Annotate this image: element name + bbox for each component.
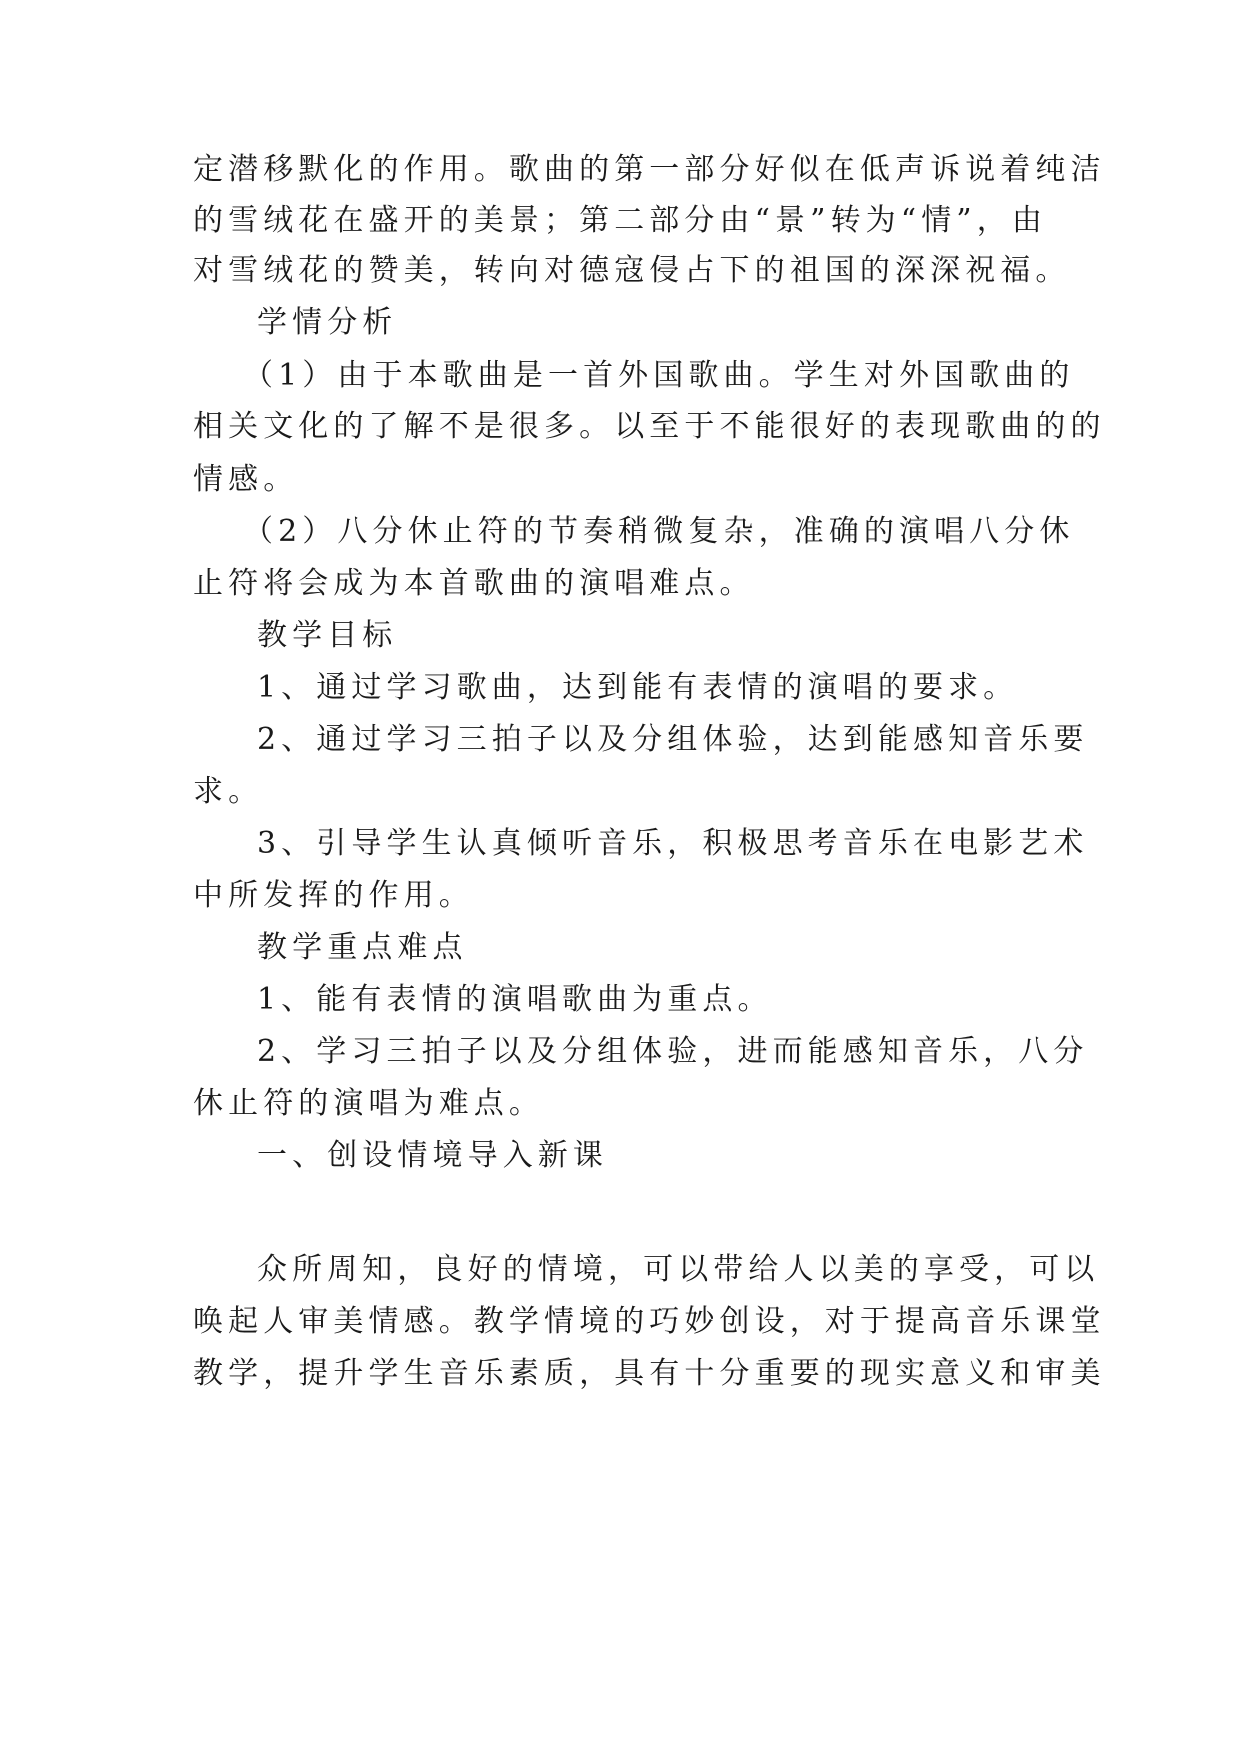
text-line: 中所发挥的作用。 bbox=[193, 878, 474, 913]
section-heading-teaching-goals: 教学目标 bbox=[257, 618, 398, 653]
text-line: 的雪绒花在盛开的美景；第二部分由“景”转为“情”，由 bbox=[193, 203, 1047, 238]
list-item: 1、能有表情的演唱歌曲为重点。 bbox=[257, 982, 773, 1017]
text-line: （2）八分休止符的节奏稍微复杂，准确的演唱八分休 bbox=[243, 514, 1075, 549]
text-line: 求。 bbox=[193, 774, 264, 809]
text-line: 众所周知，良好的情境，可以带给人以美的享受，可以 bbox=[257, 1252, 1100, 1287]
text-line: 相关文化的了解不是很多。以至于不能很好的表现歌曲的的 bbox=[193, 409, 1106, 444]
text-line: 对雪绒花的赞美，转向对德寇侵占下的祖国的深深祝福。 bbox=[193, 253, 1071, 288]
text-line: 情感。 bbox=[193, 462, 299, 497]
text-line: 止符将会成为本首歌曲的演唱难点。 bbox=[193, 566, 755, 601]
text-line: （1）由于本歌曲是一首外国歌曲。学生对外国歌曲的 bbox=[243, 358, 1075, 393]
list-item: 2、通过学习三拍子以及分组体验，达到能感知音乐要 bbox=[257, 722, 1089, 757]
section-heading-learning-analysis: 学情分析 bbox=[257, 305, 398, 340]
list-item: 2、学习三拍子以及分组体验，进而能感知音乐，八分 bbox=[257, 1034, 1089, 1069]
section-heading-key-points: 教学重点难点 bbox=[257, 930, 468, 965]
list-item: 3、引导学生认真倾听音乐，积极思考音乐在电影艺术 bbox=[257, 826, 1089, 861]
section-heading-intro: 一、创设情境导入新课 bbox=[257, 1138, 608, 1173]
text-line: 休止符的演唱为难点。 bbox=[193, 1086, 544, 1121]
text-line: 教学，提升学生音乐素质，具有十分重要的现实意义和审美 bbox=[193, 1356, 1106, 1391]
text-line: 定潜移默化的作用。歌曲的第一部分好似在低声诉说着纯洁 bbox=[193, 152, 1106, 187]
list-item: 1、通过学习歌曲，达到能有表情的演唱的要求。 bbox=[257, 670, 1019, 705]
text-line: 唤起人审美情感。教学情境的巧妙创设，对于提高音乐课堂 bbox=[193, 1304, 1106, 1339]
document-page bbox=[193, 0, 1106, 1754]
